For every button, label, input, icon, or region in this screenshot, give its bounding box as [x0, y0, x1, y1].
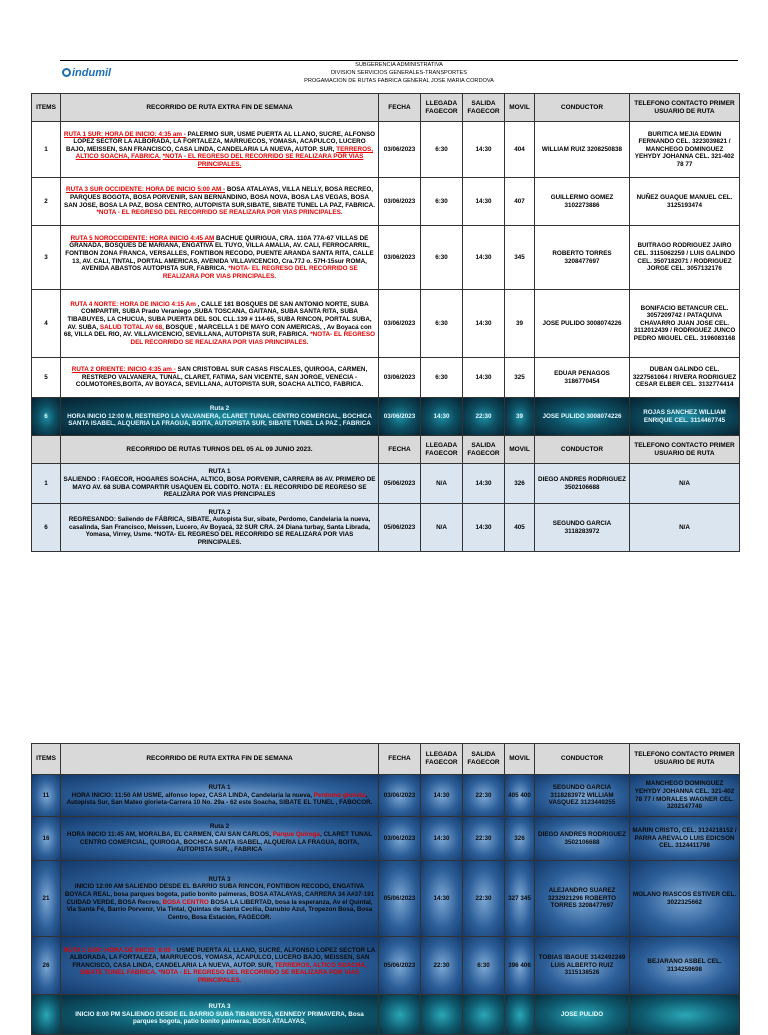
date: 03/06/2023	[379, 178, 421, 226]
date: 03/06/2023	[379, 358, 421, 398]
col-recorrido: RECORRIDO DE RUTA EXTRA FIN DE SEMANA	[61, 94, 379, 122]
table-row	[32, 995, 740, 1035]
item-number: 4	[32, 290, 61, 358]
vehicle: 345	[505, 226, 535, 290]
departure: 22:30	[463, 861, 505, 937]
driver: ALEJANDRO SUAREZ 3232921296 ROBERTO TORRES 3208477697	[535, 861, 630, 937]
vehicle: 327 345	[505, 861, 535, 937]
arrival: 14:30	[421, 817, 463, 861]
route-description: RUTA 4 NORTE: HORA DE INICIO 4:15 Am , CALLE 181 BOSQUES DE SAN ANTONIO NORTE, SUBA COMPARTIR, SUBA Prado Veraniego ,SUBA TOSCANA, GAITANA, SUBA SANTA RITA, SUBA TIBABUYES, LA CHUCUA, SUBA PUERTA DEL SOL CLL.139 # 114-65, SUBA RINCON, PORTAL SUBA, AV. SUBA, SALUD TOTAL AV 68, BOSQUE , MARCELLA 1 DE MAYO CON AMERICAS, , Av Boyacá con 68, VILLA DEL RIO, AV. VILLAVICENCIO, SEVILLANA, AUTOPISTA SUR, FABRICA. *NOTA- EL REGRESO DEL RECORRIDO SE REALIZARA POR VIAS PRINCIPALES.	[61, 290, 379, 358]
col-salida: SALIDA FAGECOR	[463, 94, 505, 122]
item-number: 11	[32, 775, 61, 817]
arrival: 14:30	[421, 398, 463, 436]
item-number: 3	[32, 226, 61, 290]
route-description: RUTA 5 NOROCCIDENTE: HORA INICIO 4:45 AM BACHUE QUIRIGUA, CRA. 110A 77A-67 VILLAS DE GRANADA, BOSQUES DE MARIANA, ENGATIVA EL TUYO, VILLA AMALIA, AV. CALI, FERROCARRIL, FONTIBON ZONA FRANCA, VERSALLES, FONTIBON RECODO, PUENTE ARANDA SANTA RITA, CALLE 13, AV. CALI, TINTAL, PORTAL AMERICAS, AVENIDA VILLAVICENCIO, Cra.77J o. 57H-15sur ROMA, AVENIDA ABASTOS AUTOPISTA SUR, FABRICA. *NOTA- EL REGRESO DEL RECORRIDO SE REALIZARA POR VIAS PRINCIPALES.	[61, 226, 379, 290]
driver: DIEGO ANDRES RODRIGUEZ 3502106688	[535, 464, 630, 504]
col-movil-2: MOVIL	[505, 436, 535, 464]
date: 03/06/2023	[379, 226, 421, 290]
table-row	[32, 937, 740, 995]
col-movil-3: MOVIL	[505, 744, 535, 775]
departure: 14:30	[463, 504, 505, 552]
col-items-3: ITEMS	[32, 744, 61, 775]
route-description: RUTA 2 REGRESANDO: Saliendo de FÁBRICA, SIBATE, Autopista Sur, sibate, Perdomo, Candelaria la nueva, casalinda, San Francisco, Meissen, Lucero, Av Boyacá, 32 SUR CRA. 24 Diana turbay, Santa Librada, Yomasa, Virrey, Usme. *NOTA- EL REGRESO DEL RECORRIDO SE REALIZARA POR VIAS PRINCIPALES.	[61, 504, 379, 552]
col-telefono: TELEFONO CONTACTO PRIMER USUARIO DE RUTA	[630, 94, 740, 122]
col-movil: MOVIL	[505, 94, 535, 122]
route-description: RUTA 1 SALIENDO : FAGECOR, HOGARES SOACHA, ALTICO, BOSA PORVENIR, CARRERA 86 AV. PRIMERO DE MAYO AV. 68 SUBA COMPARTIR USAQUEN EL CODITO. NOTA : EL RECORRIDO DE REGRESO SE REALIZARA POR VIAS PRINCIPALES	[61, 464, 379, 504]
item-number: 2	[32, 178, 61, 226]
arrival: 14:30	[421, 775, 463, 817]
date	[379, 995, 421, 1035]
contact: NUÑEZ GUAQUE MANUEL CEL. 3125193474	[630, 178, 740, 226]
date: 03/06/2023	[379, 398, 421, 436]
driver: ROBERTO TORRES 3208477697	[535, 226, 630, 290]
table-row	[32, 817, 740, 861]
departure: 14:30	[463, 178, 505, 226]
arrival: 6:30	[421, 358, 463, 398]
table-row	[32, 504, 740, 552]
vehicle: 407	[505, 178, 535, 226]
vehicle: 396 406	[505, 937, 535, 995]
vehicle: 405	[505, 504, 535, 552]
contact: BURITICA MEJIA EDWIN FERNANDO CEL. 3223039821 / MANCHEGO DOMINGUEZ YEHYDY JOHANNA CEL. 321-402 78 77	[630, 122, 740, 178]
indumil-logo: indumil	[62, 67, 111, 79]
contact: N/A	[630, 504, 740, 552]
col-telefono-3: TELEFONO CONTACTO PRIMER USUARIO DE RUTA	[630, 744, 740, 775]
departure: 6:30	[463, 937, 505, 995]
route-description: RUTA 2 ORIENTE: INICIO 4:35 am - SAN CRISTOBAL SUR CASAS FISCALES, QUIROGA, CARMEN, RESTREPO VALVANERA, TUNAL, CLARET, FATIMA, SAN VICENTE, SAN JORGE, VENECIA - COLMOTORES,BOITA, AV BOYACA, SEVILLANA, AUTOPISTA SUR, SOACHA ALTICO, FABRICA.	[61, 358, 379, 398]
col-salida-3: SALIDA FAGECOR	[463, 744, 505, 775]
arrival: N/A	[421, 464, 463, 504]
contact	[630, 995, 740, 1035]
departure: 14:30	[463, 464, 505, 504]
contact: N/A	[630, 464, 740, 504]
header-line-3: PROGAMACION DE RUTAS FABRICA GENERAL JOSE MARIA CORDOVA	[304, 78, 494, 84]
vehicle: 325	[505, 358, 535, 398]
date: 05/06/2023	[379, 464, 421, 504]
table-row	[32, 861, 740, 937]
vehicle: 326	[505, 817, 535, 861]
vehicle: 405 400	[505, 775, 535, 817]
driver: TOBIAS IBAGUE 3142492249 LUIS ALBERTO RUIZ 3115138526	[535, 937, 630, 995]
col-items-2	[32, 436, 61, 464]
col-llegada-2: LLEGADA FAGECOR	[421, 436, 463, 464]
item-number: 26	[32, 937, 61, 995]
table-row	[32, 464, 740, 504]
table-row	[32, 226, 740, 290]
arrival: 22:30	[421, 937, 463, 995]
date: 05/06/2023	[379, 504, 421, 552]
driver: DIEGO ANDRES RODRIGUEZ 3502106688	[535, 817, 630, 861]
driver: JOSE PULIDO	[535, 995, 630, 1035]
item-number: 16	[32, 817, 61, 861]
arrival: 6:30	[421, 226, 463, 290]
date: 05/06/2023	[379, 861, 421, 937]
arrival	[421, 995, 463, 1035]
routes-table-weekend	[31, 93, 740, 552]
contact: DUBAN GALINDO CEL. 3227561064 / RIVERA RODRIGUEZ CESAR ELBER CEL. 3132774414	[630, 358, 740, 398]
route-description: Ruta 2 HORA INICIO 12:00 M, RESTREPO LA VALVANERA, CLARET TUNAL CENTRO COMERCIAL, BOCHICA SANTA ISABEL, ALQUERIA LA FRAGUA, BOITA, AUTOPISTA SUR, SIBATE TUNEL LA PAZ , FABRICA	[61, 398, 379, 436]
vehicle: 39	[505, 398, 535, 436]
route-description: RUTA 3 SUR OCCIDENTE: HORA DE INICIO 5:00 AM - BOSA ATALAYAS, VILLA NELLY, BOSA RECREO, PARQUES BOGOTA, BOSA PORVENIR, SAN BERNANDINO, BOSA NOVA, BOSA LAS VEGAS, BOSA SAN JOSE, BOSA LA PAZ, BOSA CENTRO, AUTOPISTA SUR,SIBATE, SIBATE TUNEL LA PAZ, FABRICA. *NOTA - EL REGRESO DEL RECORRIDO SE REALIZARA POR VIAS PRINCIPALES.	[61, 178, 379, 226]
col-fecha-3: FECHA	[379, 744, 421, 775]
col-recorrido-3: RECORRIDO DE RUTA EXTRA FIN DE SEMANA	[61, 744, 379, 775]
col-fecha-2: FECHA	[379, 436, 421, 464]
contact: BONIFACIO BETANCUR CEL. 3057209742 / PATAQUIVA CHAVARRO JUAN JOSE CEL. 3112012439 / RODRIGUEZ JUNCO PEDRO MIGUEL CEL. 3196083168	[630, 290, 740, 358]
departure: 14:30	[463, 358, 505, 398]
col-recorrido-2: RECORRIDO DE RUTAS TURNOS DEL 05 AL 09 JUNIO 2023.	[61, 436, 379, 464]
route-description: RUTA 1 HORA INICIO: 11:50 AM USME, alfonso lopez, CASA LINDA, Candelaria la nueva, Perdomo glorieta, Autopista Sur, San Mateo glorieta-Carrera 10 No. 29a - 62 este Soacha, SIBATE EL TUNEL , FABOCOR.	[61, 775, 379, 817]
date: 03/06/2023	[379, 290, 421, 358]
vehicle: 326	[505, 464, 535, 504]
item-number: 5	[32, 358, 61, 398]
driver: GUILLERMO GOMEZ 3102273886	[535, 178, 630, 226]
route-description: RUTA 3 INICIO 12:00 AM SALIENDO DESDE EL BARRIO SUBA RINCON, FONTIBON RECODO, ENGATIVA BOYACA REAL, bosa parques bogota, patio bonito palmeras, BOSA ATALAYAS, CARRERA 34 A#37-191 CUIDAD VERDE, BOSA Recreo, BOSA CENTRO BOSA LA LIBERTAD, bosa la esperanza, Av el Quintal, Via Santa Fé, Barrio Porvenir, Via Tintal, Quintas de Santa Cecilia, Danubio Azul, Tropezon Bosa, Bosa Centro, Bosa Estación, FAGECOR.	[61, 861, 379, 937]
date: 03/06/2023	[379, 817, 421, 861]
driver: WILLIAM RUIZ 3208250838	[535, 122, 630, 178]
table-row	[32, 775, 740, 817]
date: 03/06/2023	[379, 775, 421, 817]
arrival: N/A	[421, 504, 463, 552]
item-number	[32, 995, 61, 1035]
contact: ROJAS SANCHEZ WILLIAM ENRIQUE CEL. 3114467745	[630, 398, 740, 436]
table-row	[32, 122, 740, 178]
arrival: 14:30	[421, 861, 463, 937]
route-description: RUTA 3 INICIO 8:00 PM SALIENDO DESDE EL BARRIO SUBA TIBABUYES, KENNEDY PRIMAVERA, Bosa parques bogota, patio bonito palmeras, BOSA ATALAYAS,	[61, 995, 379, 1035]
contact: MANCHEGO DOMINGUEZ YEHYDY JOHANNA CEL. 321-402 78 77 / MORALES WAGNER CEL. 3202147740	[630, 775, 740, 817]
contact: BUITRAGO RODRIGUEZ JAIRO CEL. 3115062259 / LUIS GALINDO CEL. 3507182071 / RODRIGUEZ JORGE CEL. 3057132176	[630, 226, 740, 290]
driver: JOSE PULIDO 3008074226	[535, 398, 630, 436]
table-row	[32, 398, 740, 436]
item-number: 1	[32, 122, 61, 178]
table-row	[32, 178, 740, 226]
arrival: 6:30	[421, 290, 463, 358]
route-description: RUTA 1 SUR: HORA DE INICIO: 8:00 - USME PUERTA AL LLANO, SUCRE, ALFONSO LOPEZ SECTOR LA ALBORADA, LA FORTALEZA, MARRUECOS, YOMASA, ACAPULCO, LUCERO BAJO, MEISSEN, SAN FRANCISCO, CASA LINDA, CANDELARIA LA NUEVA, AUTOP. SUR, TERREROS, ALTICO SOACHA, SIBATE TUNEL FABRICA. *NOTA - EL REGRESO DEL RECORRIDO SE REALIZARA POR VIAS PRINCIPALES.	[61, 937, 379, 995]
item-number: 21	[32, 861, 61, 937]
document-header	[60, 60, 738, 91]
col-conductor: CONDUCTOR	[535, 94, 630, 122]
departure: 14:30	[463, 226, 505, 290]
col-telefono-2: TELEFONO CONTACTO PRIMER USUARIO DE RUTA	[630, 436, 740, 464]
item-number: 6	[32, 504, 61, 552]
header-line-2: DIVISION SERVICIOS GENERALES-TRANSPORTES	[331, 70, 467, 76]
header-line-1: SUBGERENCIA ADMINISTRATIVA	[355, 62, 443, 68]
contact: MARIN CRISTO, CEL. 3124218152 / PARRA AREVALO LUIS EDICSON CEL. 3124411798	[630, 817, 740, 861]
driver: SEGUNDO GARCIA 3118283972	[535, 504, 630, 552]
date: 03/06/2023	[379, 122, 421, 178]
driver: JOSE PULIDO 3008074226	[535, 290, 630, 358]
vehicle: 39	[505, 290, 535, 358]
arrival: 6:30	[421, 178, 463, 226]
contact: BEJARANO ASBEL CEL. 3134259698	[630, 937, 740, 995]
item-number: 1	[32, 464, 61, 504]
vehicle	[505, 995, 535, 1035]
col-conductor-3: CONDUCTOR	[535, 744, 630, 775]
col-llegada-3: LLEGADA FAGECOR	[421, 744, 463, 775]
driver: SEGUNDO GARCIA 3118283972 WILLIAM VASQUEZ 3123449255	[535, 775, 630, 817]
arrival: 6:30	[421, 122, 463, 178]
departure: 22:30	[463, 775, 505, 817]
col-conductor-2: CONDUCTOR	[535, 436, 630, 464]
contact: MOLANO RIASCOS ESTIVER CEL. 3022325662	[630, 861, 740, 937]
departure	[463, 995, 505, 1035]
route-description: RUTA 1 SUR: HORA DE INICIO: 4:35 am - PALERMO SUR, USME PUERTA AL LLANO, SUCRE, ALFONSO LOPEZ SECTOR LA ALBORADA, LA FORTALEZA, MARRUECOS, YOMASA, ACAPULCO, LUCERO BAJO, MEISSEN, SAN FRANCISCO, CASA LINDA, CANDELARIA LA NUEVA, AUTOP. SUR, TERREROS, ALTICO SOACHA, FABRICA. *NOTA - EL REGRESO DEL RECORRIDO SE REALIZARA POR VIAS PRINCIPALES.	[61, 122, 379, 178]
col-fecha: FECHA	[379, 94, 421, 122]
departure: 14:30	[463, 290, 505, 358]
item-number: 6	[32, 398, 61, 436]
table-row	[32, 358, 740, 398]
col-salida-2: SALIDA FAGECOR	[463, 436, 505, 464]
routes-table-shifts	[31, 743, 740, 1035]
col-llegada: LLEGADA FAGECOR	[421, 94, 463, 122]
departure: 22:30	[463, 398, 505, 436]
driver: EDUAR PENAGOS 3186770454	[535, 358, 630, 398]
route-description: Ruta 2 HORA INICIO 11:45 AM, MORALBA, EL CARMEN, CAI SAN CARLOS, Parque Quiroga, CLARET TUNAL CENTRO COMERCIAL, QUIROGA, BOCHICA SANTA ISABEL, ALQUERIA LA FRAGUA, BOITA, AUTOPISTA SUR, , FABRICA	[61, 817, 379, 861]
vehicle: 404	[505, 122, 535, 178]
departure: 14:30	[463, 122, 505, 178]
table-row	[32, 290, 740, 358]
date: 05/06/2023	[379, 937, 421, 995]
departure: 22:30	[463, 817, 505, 861]
col-items: ITEMS	[32, 94, 61, 122]
